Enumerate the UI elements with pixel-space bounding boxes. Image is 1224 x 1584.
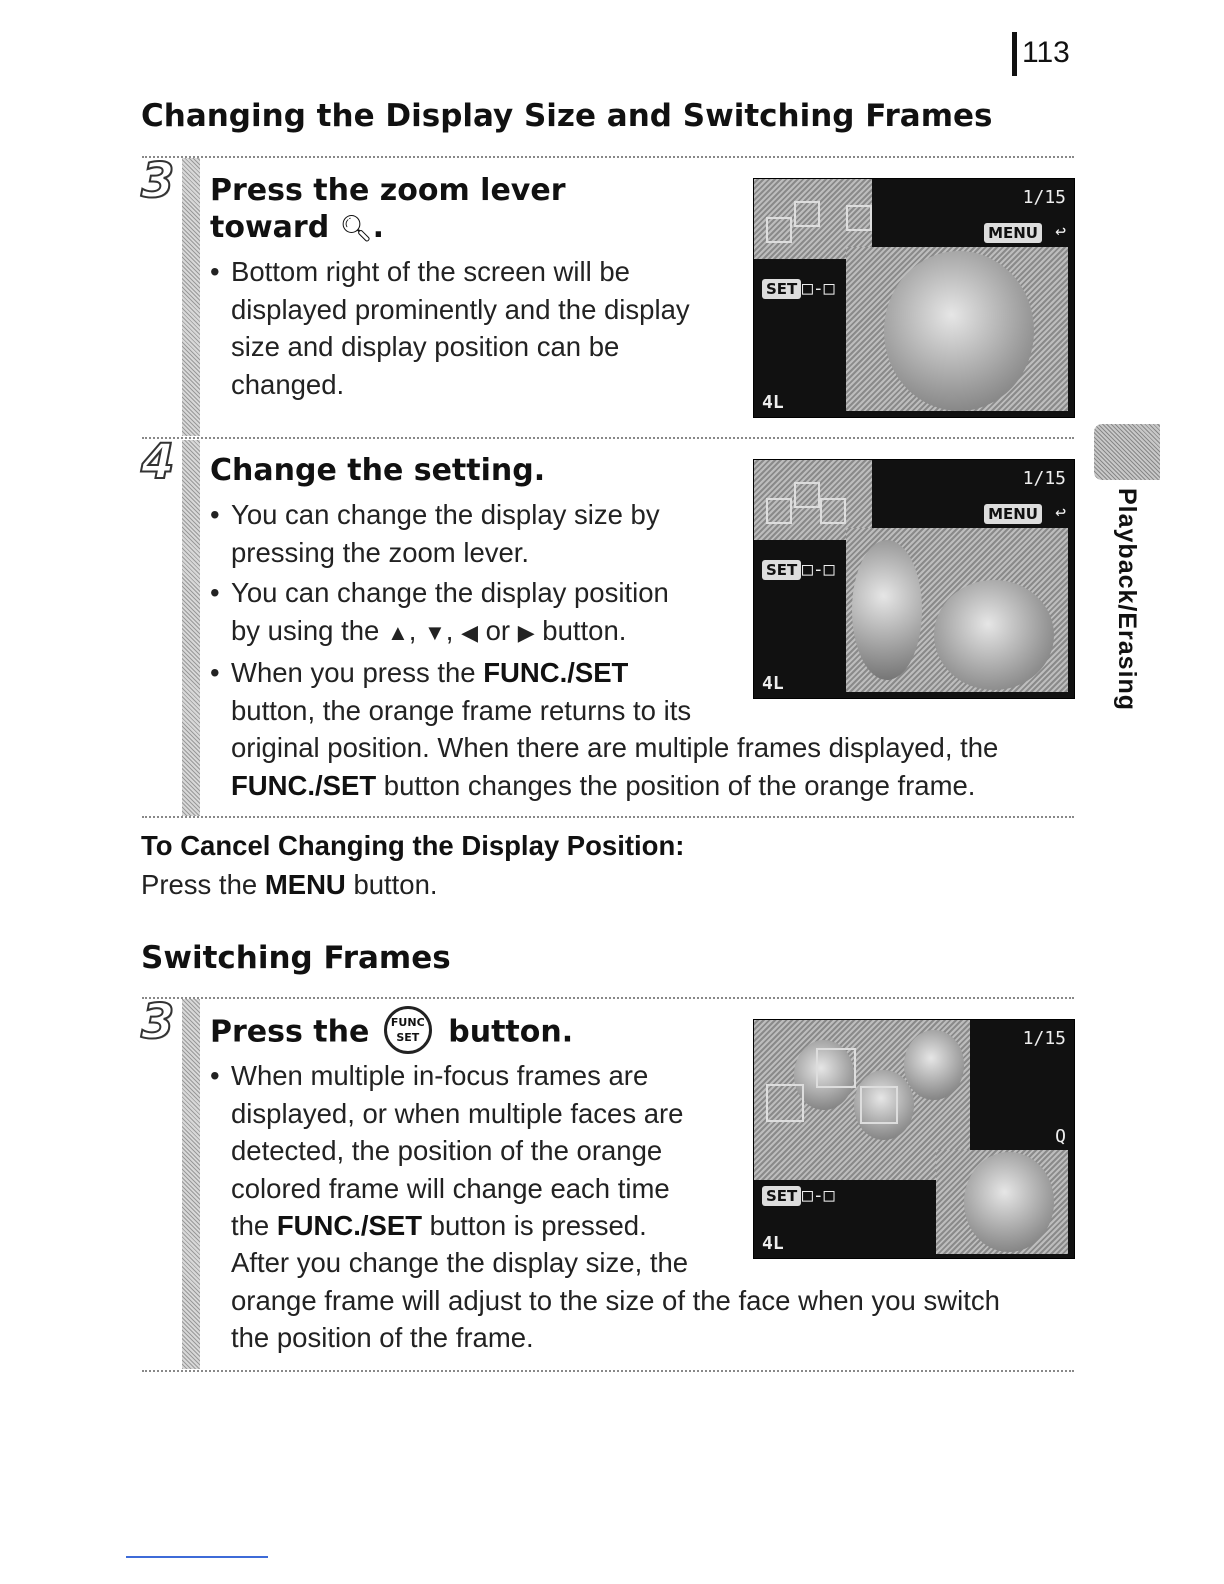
bullet-line: detected, the position of the orange <box>231 1135 663 1166</box>
return-icon: ↩ <box>1055 502 1066 523</box>
frame-switch-icon: □-□ <box>802 1185 835 1206</box>
step-title: Change the setting. <box>210 453 546 488</box>
icon-label: SET <box>396 1031 420 1044</box>
step-title-line: Press the zoom lever <box>210 173 566 208</box>
menu-badge: MENU <box>984 223 1042 243</box>
frame-switch-icon: □-□ <box>802 559 835 580</box>
cancel-text <box>141 866 438 904</box>
divider <box>142 816 1074 818</box>
set-badge: SET <box>762 1186 801 1206</box>
image-size-mark: 4L <box>762 1233 784 1254</box>
camera-screen-image <box>753 1019 1075 1259</box>
bullet-line: changed. <box>231 368 345 400</box>
camera-screen-image <box>753 178 1075 418</box>
magnify-icon: 🔍︎ <box>339 214 373 244</box>
zoom-icon: Q <box>1055 1126 1066 1147</box>
step-title-text: Press the <box>210 1014 370 1050</box>
step-bar <box>182 440 200 816</box>
divider <box>142 437 1074 439</box>
step-title-line: toward 🔍︎. <box>210 210 385 245</box>
bullet-item: • When you press the FUNC./SET button, the orange frame returns to its original position. When there are multiple frames displayed, the FUNC./SET button changes the position of the orange frame. <box>208 654 1078 804</box>
cancel-heading: To Cancel Changing the Display Position: <box>141 830 685 861</box>
bullet-text: button. <box>542 614 627 646</box>
bullet-line: displayed, or when multiple faces are <box>231 1097 684 1129</box>
divider <box>142 997 1074 999</box>
step-number: 3 <box>141 153 175 209</box>
bullet-line: original position. When there are multiple frames displayed, the <box>231 732 999 763</box>
bullet-item: • You can change the display position by using the ▲, ▼, ◀ or ▶ button. <box>208 574 1078 651</box>
step-bar <box>182 999 200 1369</box>
camera-screen-image <box>753 459 1075 699</box>
bullet-item: • Bottom right of the screen will be displayed prominently and the display size and display position can be changed. <box>208 253 690 403</box>
cancel-text-bold: MENU <box>264 869 346 900</box>
bullet-text: When you press the <box>231 657 476 688</box>
bullet-line <box>231 767 1078 805</box>
right-arrow-icon: ▶ <box>517 619 535 645</box>
bullet-bold: FUNC./SET <box>231 769 377 801</box>
bullet-item: • You can change the display size by pressing the zoom lever. <box>208 496 1078 571</box>
divider <box>142 156 1074 158</box>
bullet-line <box>231 1207 683 1245</box>
chapter-tab-label: Playback/Erasing <box>1113 488 1141 712</box>
step-title-text: toward <box>210 210 330 245</box>
bullet-text: button is pressed. <box>429 1210 647 1241</box>
bullet-text: or <box>485 614 511 646</box>
up-arrow-icon: ▲ <box>386 619 409 645</box>
return-icon: ↩ <box>1055 221 1066 242</box>
image-size-mark: 4L <box>762 392 784 413</box>
bullet-line: colored frame will change each time <box>231 1172 670 1204</box>
bullet-line: You can change the display position <box>231 577 669 608</box>
step-number: 3 <box>141 994 175 1050</box>
screen-counter: 1/15 <box>1022 187 1066 208</box>
step-bullets <box>208 253 690 403</box>
cancel-text-suffix: button. <box>353 869 438 900</box>
bullet-text: the <box>231 1210 270 1241</box>
bullet-bold: FUNC./SET <box>483 657 629 688</box>
screen-counter: 1/15 <box>1022 1028 1066 1049</box>
icon-label: FUNC <box>390 1016 425 1029</box>
step-title <box>210 1012 573 1054</box>
bullet-line: displayed prominently and the display <box>231 293 690 325</box>
step-paragraph <box>231 1244 1000 1357</box>
para-line: After you change the display size, the <box>231 1247 689 1278</box>
frame-switch-icon: □-□ <box>802 278 835 299</box>
bullet-text: button changes the position of the orange frame. <box>383 769 976 801</box>
down-arrow-icon: ▼ <box>424 619 446 645</box>
para-line: the position of the frame. <box>231 1322 534 1353</box>
bullet-line: Bottom right of the screen will be <box>231 256 630 287</box>
step-title-text: button. <box>448 1014 574 1050</box>
set-badge: SET <box>762 279 801 299</box>
bullet-line: button, the orange frame returns to its <box>231 694 692 726</box>
bullet-line: size and display position can be <box>231 331 620 362</box>
divider <box>142 1370 1074 1372</box>
section-heading-switching-frames: Switching Frames <box>141 940 451 976</box>
cancel-text-prefix: Press the <box>141 869 258 900</box>
bullet-line: by using the ▲, ▼, ◀ or ▶ button. <box>231 614 627 646</box>
page-number-rule <box>1012 32 1017 76</box>
bullet-line: pressing the zoom lever. <box>231 536 530 568</box>
image-size-mark: 4L <box>762 673 784 694</box>
step-title <box>210 172 566 248</box>
bullet-item: • When multiple in-focus frames are displayed, or when multiple faces are detected, the position of the orange colored frame will change each time the FUNC./SET button is pressed. <box>208 1057 683 1245</box>
menu-badge: MENU <box>984 504 1042 524</box>
set-badge: SET <box>762 560 801 580</box>
para-line: orange frame will adjust to the size of the face when you switch <box>231 1284 1000 1316</box>
left-arrow-icon: ◀ <box>461 619 478 645</box>
section-heading-display-size: Changing the Display Size and Switching Frames <box>141 98 993 134</box>
page-number: 113 <box>1022 36 1070 69</box>
step-bullets <box>208 1057 683 1245</box>
step-bar <box>182 158 200 436</box>
step-number: 4 <box>141 434 175 490</box>
bottom-rule <box>126 1556 268 1558</box>
func-set-button-icon <box>384 1006 432 1054</box>
bullet-line: When multiple in-focus frames are <box>231 1060 649 1091</box>
screen-counter: 1/15 <box>1022 468 1066 489</box>
bullet-bold: FUNC./SET <box>276 1210 423 1241</box>
bullet-line: You can change the display size by <box>231 499 660 530</box>
chapter-tab <box>1094 424 1160 480</box>
bullet-text: by using the <box>231 614 380 646</box>
